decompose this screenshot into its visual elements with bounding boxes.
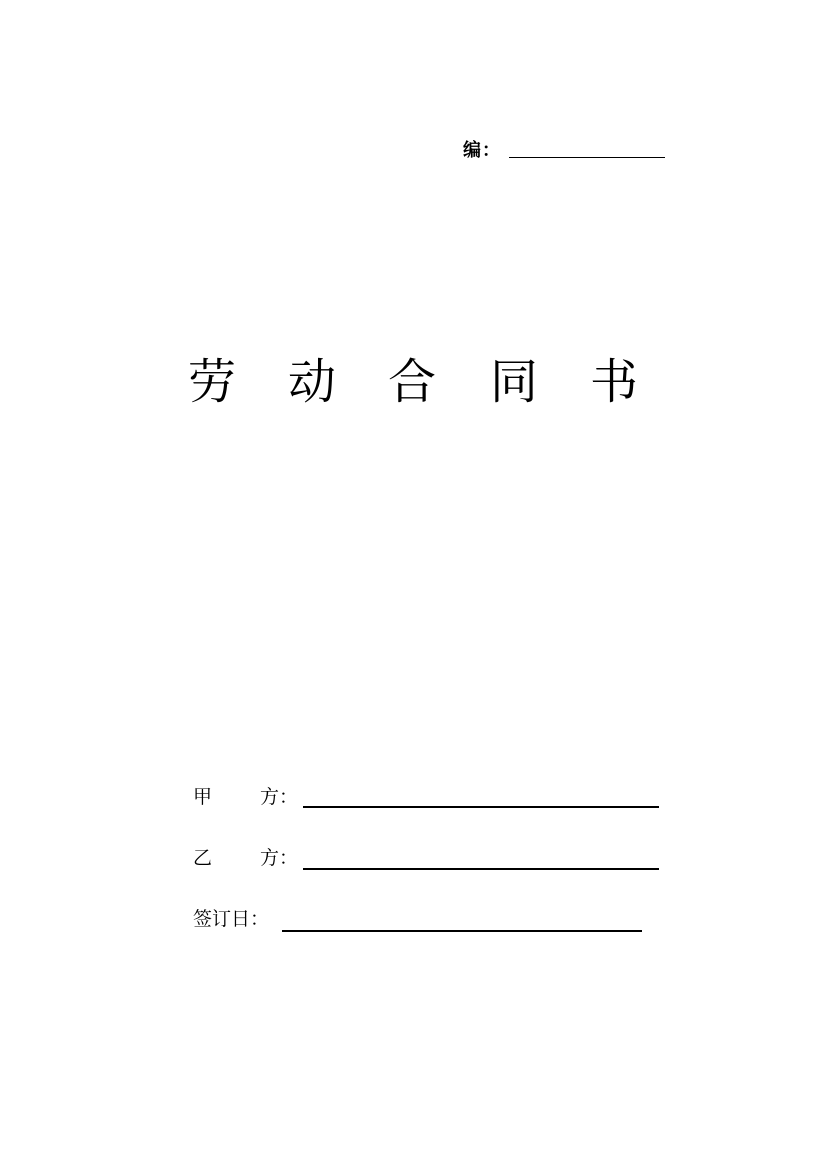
contract-number-label: 编：	[463, 140, 501, 161]
party-a-blank-line	[303, 806, 659, 808]
party-b-blank-line	[303, 868, 659, 870]
party-b-field	[193, 845, 663, 875]
contract-number-blank	[509, 157, 665, 158]
party-b-label-first: 乙	[193, 847, 213, 869]
sign-date-label: 签订日：	[193, 908, 270, 930]
party-b-label-second: 方：	[260, 847, 299, 869]
title-char-1: 劳	[188, 354, 237, 410]
party-a-label-second: 方：	[260, 786, 299, 808]
title-char-3: 合	[388, 354, 437, 410]
title-char-5: 书	[590, 354, 639, 410]
contract-number-row	[463, 136, 673, 162]
party-a-label-first: 甲	[193, 786, 213, 808]
sign-date-blank-line	[282, 930, 642, 932]
title-char-4: 同	[490, 354, 539, 410]
document-title	[188, 350, 658, 414]
title-char-2: 动	[288, 354, 337, 410]
sign-date-field	[193, 906, 663, 936]
party-a-field	[193, 784, 663, 814]
